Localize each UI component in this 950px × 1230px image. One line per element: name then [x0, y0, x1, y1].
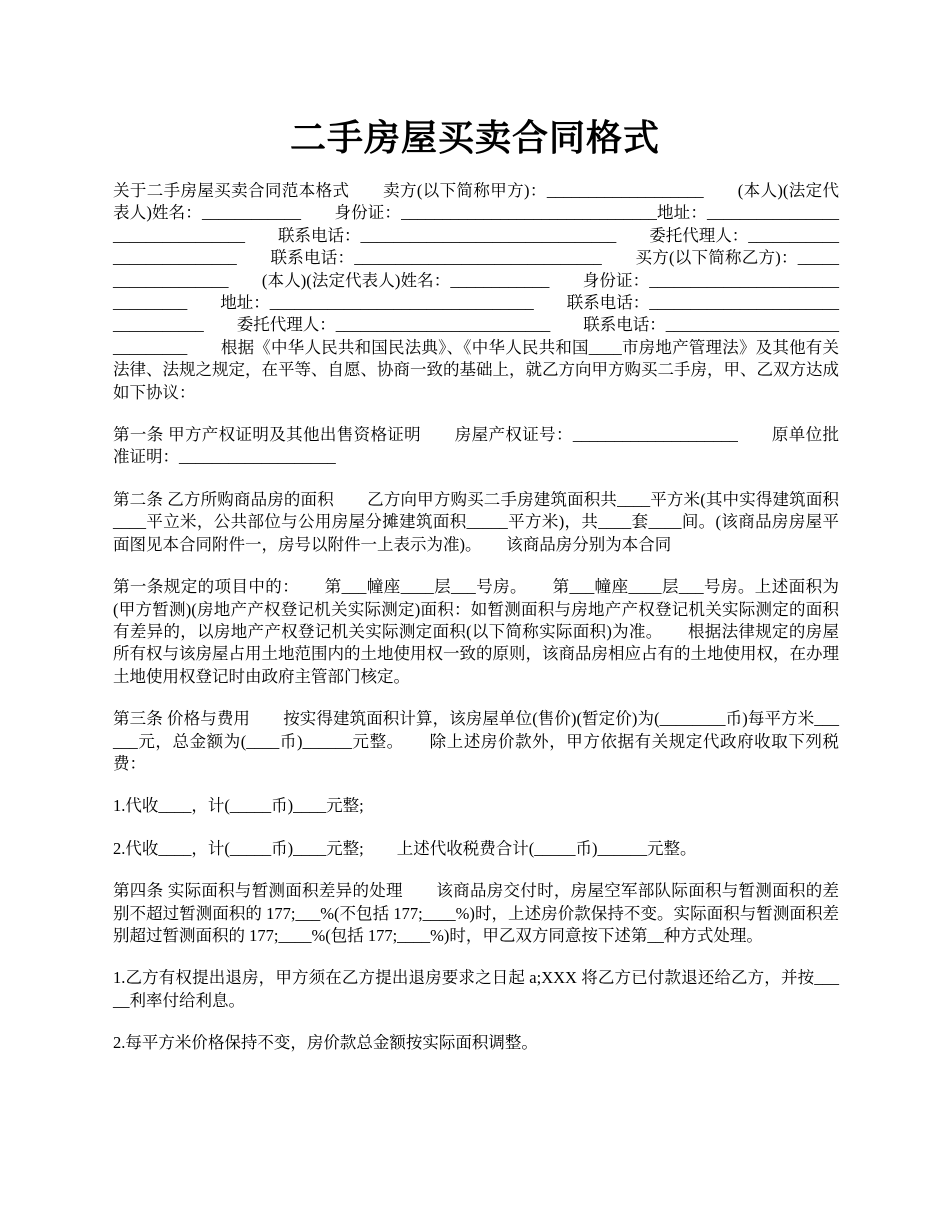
paragraph-option-2: 2.每平方米价格保持不变，房价款总金额按实际面积调整。 — [113, 1033, 538, 1053]
paragraph-article-4: 第四条 实际面积与暂测面积差异的处理 该商品房交付时，房屋空军部队际面积与暂测面积的差别不超过暂测面积的 177;___%(不包括 177;____%)时，上述房价款保持不变。实际面积与暂测面积差别超过暂测面积的 177;____%(包括 177;____%)时，甲乙双方同意按下述第__种方式处理。 — [113, 881, 839, 945]
paragraph-article-3: 第三条 价格与费用 按实得建筑面积计算，该房屋单位(售价)(暂定价)为(________币)每平方米______元，总金额为(____币)______元整。 除上述房价款外，甲方依据有关规定代政府收取下列税费： — [113, 709, 839, 773]
paragraph-tax-item-2: 2.代收____，计(_____币)____元整; 上述代收税费合计(_____币)______元整。 — [113, 838, 697, 858]
paragraph-option-1: 1.乙方有权提出退房，甲方须在乙方提出退房要求之日起 a;XXX 将乙方已付款退还给乙方，并按_____利率付给利息。 — [113, 968, 839, 1010]
paragraph-tax-item-1: 1.代收____，计(_____币)____元整; — [113, 796, 364, 816]
paragraph-article-2: 第二条 乙方所购商品房的面积 乙方向甲方购买二手房建筑面积共____平方米(其中实得建筑面积____平立米，公共部位与公用房屋分摊建筑面积_____平方米)，共____套____间。(该商品房房屋平面图见本合同附件一，房号以附件一上表示为准)。 该商品房分别为本合同 — [113, 489, 839, 554]
paragraph-parties: 关于二手房屋买卖合同范本格式 卖方(以下简称甲方)：___________________ (本人)(法定代表人)姓名：____________ 身份证：_______________________________地址：________________________________ 联系电话：_______________________________ 委托代理人：__________________________ 联系电话：______________________________ 买方(以下简称乙方)：___________________ (本人)(法定代表人)姓名：____________ 身份证：________________________________ 地址：________________________________ 联系电话：__________________________________ 委托代理人：__________________________ 联系电话：______________________________ 根据《中华人民共和国民法典》、《中华人民共和国____市房地产管理法》及其他有关法律、法规之规定，在平等、自愿、协商一致的基础上，就乙方向甲方购买二手房，甲、乙双方达成如下协议： — [113, 181, 839, 402]
document-title: 二手房屋买卖合同格式 — [289, 118, 660, 158]
paragraph-article-1: 第一条 甲方产权证明及其他出售资格证明 房屋产权证号：____________________ 原单位批准证明：___________________ — [113, 425, 839, 467]
paragraph-area-details: 第一条规定的项目中的： 第___幢座____层___号房。 第___幢座____层___号房。上述面积为(甲方暂测)(房地产产权登记机关实际测定)面积：如暂测面积与房地产产权登记机关实际测定的面积有差异的，以房地产产权登记机关实际测定面积(以下简称实际面积)为准。 根据法律规定的房屋所有权与该房屋占用土地范围内的土地使用权一致的原则，该商品房相应占有的土地使用权，在办理土地使用权登记时由政府主管部门核定。 — [113, 577, 839, 686]
document-body — [113, 180, 839, 1075]
